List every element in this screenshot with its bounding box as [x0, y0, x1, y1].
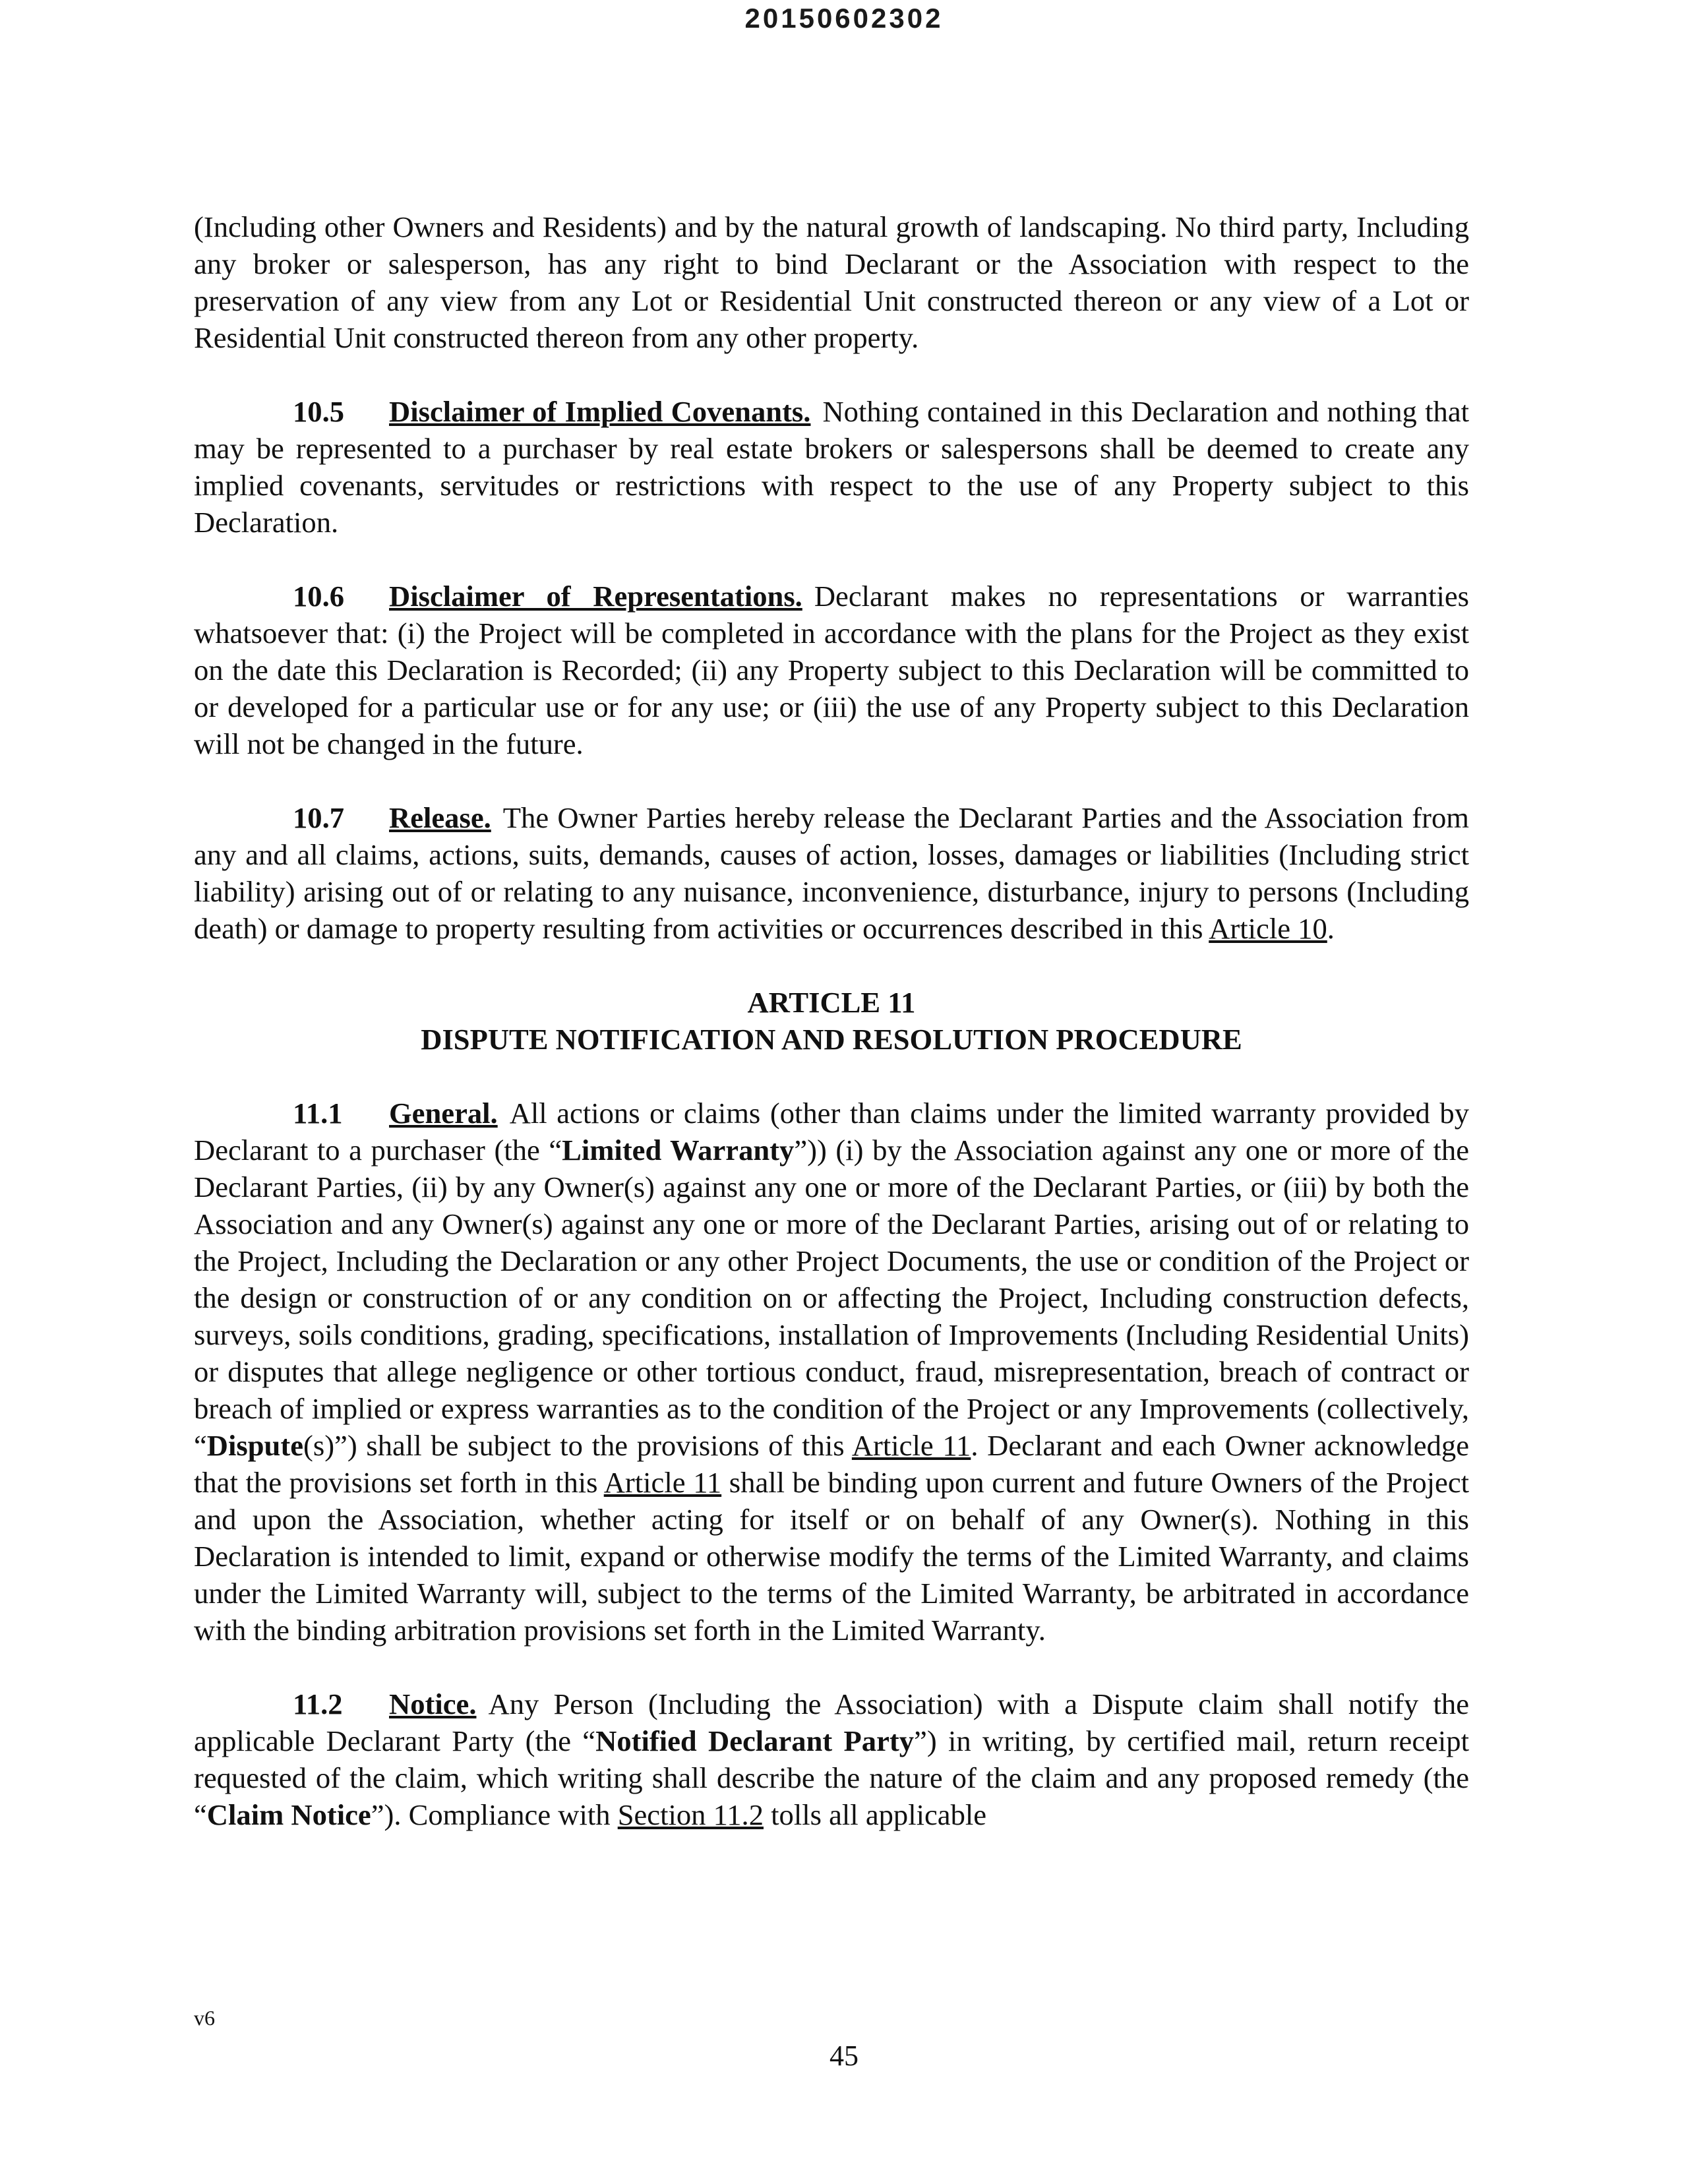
article-title: DISPUTE NOTIFICATION AND RESOLUTION PROCEDURE	[421, 1023, 1242, 1056]
article-number: ARTICLE 11	[747, 986, 916, 1019]
section-title: General.	[389, 1097, 498, 1130]
page-number: 45	[829, 2040, 859, 2072]
section-text: . Declarant and each Owner acknowledge that the provisions set forth in this	[194, 1429, 1469, 1499]
section-text: ”) in writing, by certified mail, return receipt requested of the claim, which writing shall describe the nature of the claim and any proposed remedy (the “	[194, 1724, 1469, 1831]
section-text: ”). Compliance with	[371, 1798, 618, 1831]
cross-reference: Article 11	[603, 1466, 722, 1499]
document-body	[194, 208, 1469, 1870]
section-text: tolls all applicable	[764, 1798, 987, 1831]
section-title: Disclaimer of Implied Covenants.	[389, 395, 811, 428]
section-text: (s)”) shall be subject to the provisions of this	[303, 1429, 852, 1462]
document-recording-number: 20150602302	[744, 3, 944, 34]
section-number: 10.5	[293, 395, 345, 428]
section-number: 11.2	[293, 1687, 343, 1720]
section-number: 10.6	[293, 580, 345, 613]
section-text-end: .	[1327, 912, 1335, 945]
section-10-6	[194, 578, 1469, 762]
section-text: ”)) (i) by the Association against any one or more of the Declarant Parties, (ii) by any Owner(s) against any one or more of the Declarant Parties, or (iii) by both the Association and any Owner(s) against any one or more of the Declarant Parties, arising out of or relating to the Project, Including the Declaration or any other Project Documents, the use or condition of the Project or the design or construction of or any condition on or affecting the Project, Including construction defects, surveys, soils conditions, grading, specifications, installation of Improvements (Including Residential Units) or disputes that allege negligence or other tortious conduct, fraud, misrepresentation, breach of contract or breach of implied or express warranties as to the condition of the Project or any Improvements (collectively, “	[194, 1134, 1469, 1462]
section-text: shall be binding upon current and future Owners of the Project and upon the Association, whether acting for itself or on behalf of any Owner(s). Nothing in this Declaration is intended to limit, expand or otherwise modify the terms of the Limited Warranty, and claims under the Limited Warranty will, subject to the terms of the Limited Warranty, be arbitrated in accordance with the binding arbitration provisions set forth in the Limited Warranty.	[194, 1466, 1470, 1647]
defined-term: Notified Declarant Party	[595, 1724, 915, 1757]
defined-term: Claim Notice	[206, 1798, 371, 1831]
cross-reference: Article 10	[1209, 912, 1327, 945]
section-title: Release.	[389, 801, 491, 834]
section-text: Any Person (Including the Association) with a Dispute claim shall notify the applicable Declarant Party (the “	[194, 1687, 1469, 1757]
cross-reference: Article 11	[851, 1429, 971, 1462]
defined-term: Dispute	[206, 1429, 303, 1462]
section-title: Notice.	[389, 1687, 477, 1720]
section-title: Disclaimer of Representations.	[389, 580, 802, 613]
defined-term: Limited Warranty	[562, 1134, 795, 1167]
section-10-5	[194, 393, 1469, 541]
article-heading	[194, 984, 1469, 1058]
section-text: Declarant makes no representations or warranties whatsoever that: (i) the Project will be completed in accordance with the plans for the Project as they exist on the date this Declaration is Recorded; (ii) any Property subject to this Declaration will be committed to or developed for a particular use or for any use; or (iii) the use of any Property subject to this Declaration will not be changed in the future.	[194, 580, 1469, 760]
section-text: The Owner Parties hereby release the Declarant Parties and the Association from any and all claims, actions, suits, demands, causes of action, losses, damages or liabilities (Including strict liability) arising out of or relating to any nuisance, inconvenience, disturbance, injury to persons (Including death) or damage to property resulting from activities or occurrences described in this	[194, 801, 1469, 945]
paragraph-continuation: (Including other Owners and Residents) and by the natural growth of landscaping. No third party, Including any broker or salesperson, has any right to bind Declarant or the Association with respect to the preservation of any view from any Lot or Residential Unit constructed thereon or any view of a Lot or Residential Unit constructed thereon from any other property.	[194, 210, 1469, 354]
section-text: Nothing contained in this Declaration and nothing that may be represented to a purchaser by real estate brokers or salespersons shall be deemed to create any implied covenants, servitudes or restrictions with respect to the use of any Property subject to this Declaration.	[194, 395, 1469, 539]
section-number: 10.7	[293, 801, 345, 834]
section-11-1	[194, 1095, 1469, 1649]
section-text: All actions or claims (other than claims under the limited warranty provided by Declarant to a purchaser (the “	[194, 1097, 1469, 1167]
section-10-7	[194, 799, 1469, 947]
section-11-2	[194, 1685, 1469, 1833]
cross-reference: Section 11.2	[617, 1798, 764, 1831]
version-label: v6	[194, 2006, 215, 2030]
section-number: 11.1	[293, 1097, 343, 1130]
